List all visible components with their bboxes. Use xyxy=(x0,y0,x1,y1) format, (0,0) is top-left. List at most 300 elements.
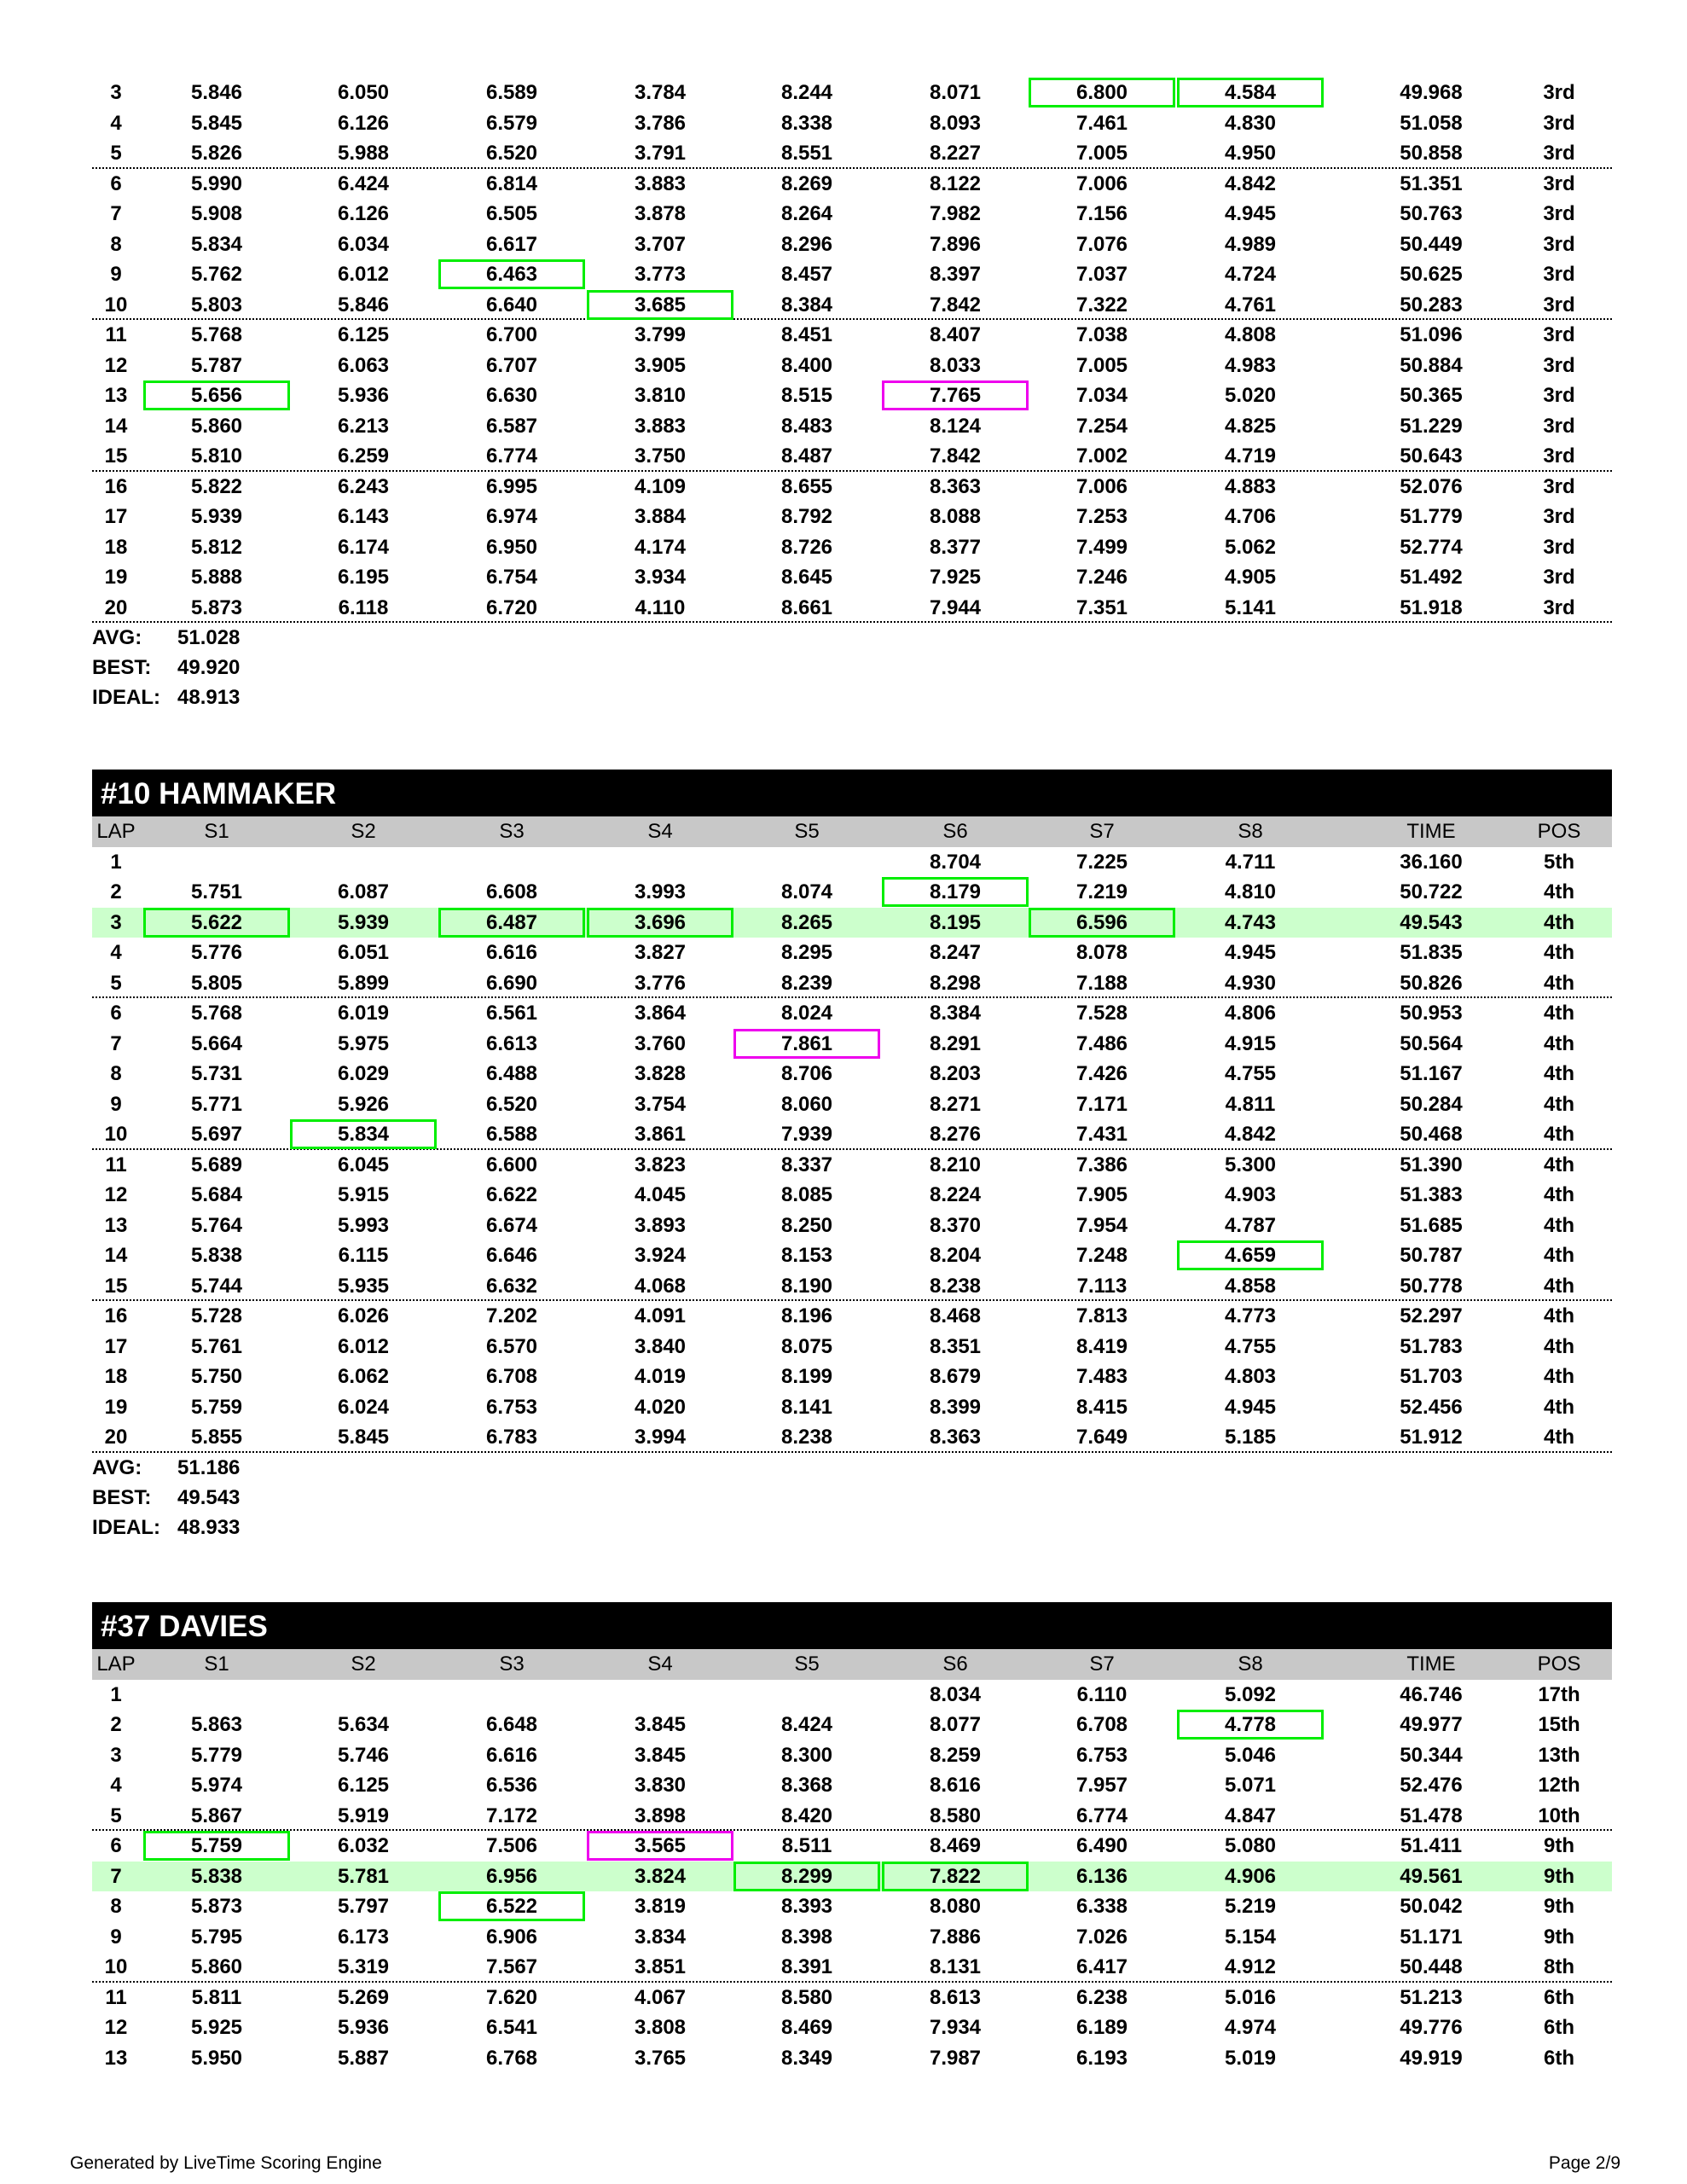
position: 5th xyxy=(1544,850,1574,874)
sector-time: 5.993 xyxy=(337,1213,390,1237)
sector-time: 7.188 xyxy=(1075,971,1128,995)
lap-row xyxy=(92,1392,1612,1423)
sector-time: 5.141 xyxy=(1224,595,1277,619)
sector-time: 3.760 xyxy=(634,1031,687,1055)
sector-time: 7.005 xyxy=(1075,142,1128,165)
lap-number: 5 xyxy=(110,142,122,165)
sector-time: 3.994 xyxy=(634,1426,687,1449)
lap-number: 8 xyxy=(110,232,122,256)
lap-number: 12 xyxy=(104,353,128,377)
stat-label: IDEAL: xyxy=(92,686,160,709)
sector-time: 6.012 xyxy=(337,263,390,286)
sector-time: 6.338 xyxy=(1075,1895,1128,1918)
sector-time: 5.867 xyxy=(190,1804,243,1827)
sector-time: 8.244 xyxy=(780,81,833,104)
lap-row xyxy=(92,847,1612,878)
position: 3rd xyxy=(1543,142,1575,165)
sector-time: 6.195 xyxy=(337,566,390,589)
sector-time: 5.764 xyxy=(190,1213,243,1237)
column-header: TIME xyxy=(1406,1653,1456,1676)
sector-time: 7.934 xyxy=(929,2016,982,2039)
lap-number: 2 xyxy=(110,880,122,903)
position: 4th xyxy=(1544,1304,1574,1327)
lap-row xyxy=(92,1150,1612,1181)
lap-number: 11 xyxy=(105,1985,127,2009)
sector-time: 6.488 xyxy=(485,1062,538,1085)
position: 3rd xyxy=(1543,535,1575,559)
sector-time: 6.029 xyxy=(337,1062,390,1085)
lap-row xyxy=(92,1422,1612,1453)
lap-time: 50.625 xyxy=(1400,263,1463,286)
lap-number: 16 xyxy=(104,1304,128,1327)
sector-time: 7.006 xyxy=(1075,474,1128,498)
sector-time: 8.300 xyxy=(780,1743,833,1767)
sector-time: 8.419 xyxy=(1075,1334,1128,1358)
sector-time: 5.838 xyxy=(190,1864,243,1888)
sector-time: 3.786 xyxy=(634,111,687,135)
sector-time: 3.810 xyxy=(634,384,687,407)
sector-time: 6.690 xyxy=(485,971,538,995)
sector-time: 8.661 xyxy=(780,595,833,619)
lap-time: 50.042 xyxy=(1400,1895,1463,1918)
sector-time: 7.006 xyxy=(1075,171,1128,195)
sector-time: 4.091 xyxy=(634,1304,687,1327)
sector-time: 7.957 xyxy=(1075,1774,1128,1797)
sector-time: 8.407 xyxy=(929,323,982,346)
position: 13th xyxy=(1538,1743,1580,1767)
column-header: S5 xyxy=(794,820,820,843)
lap-time: 51.783 xyxy=(1400,1334,1463,1358)
position: 4th xyxy=(1544,1123,1574,1146)
sector-time: 7.248 xyxy=(1075,1244,1128,1267)
sector-time: 5.761 xyxy=(190,1334,243,1358)
sector-time: 4.755 xyxy=(1224,1062,1277,1085)
sector-time: 6.136 xyxy=(1075,1864,1128,1888)
lap-row xyxy=(92,1059,1612,1089)
sector-time: 3.883 xyxy=(634,171,687,195)
sector-time: 3.808 xyxy=(634,2016,687,2039)
lap-row xyxy=(92,1983,1612,2013)
lap-number: 8 xyxy=(110,1895,122,1918)
sector-time: 6.118 xyxy=(338,595,389,619)
lap-row xyxy=(92,968,1612,999)
position: 4th xyxy=(1544,1334,1574,1358)
lap-time: 49.977 xyxy=(1400,1713,1463,1736)
lap-row xyxy=(92,1180,1612,1211)
sector-time: 8.351 xyxy=(929,1334,982,1358)
lap-number: 6 xyxy=(110,1834,122,1857)
sector-time: 6.243 xyxy=(337,474,390,498)
sector-time: 3.819 xyxy=(634,1895,687,1918)
stat-value: 51.186 xyxy=(177,1455,241,1479)
lap-number: 11 xyxy=(105,323,127,346)
sector-time: 5.888 xyxy=(190,566,243,589)
sector-time: 7.486 xyxy=(1075,1031,1128,1055)
lap-row xyxy=(92,472,1612,502)
sector-time: 7.944 xyxy=(929,595,982,619)
sector-time: 8.468 xyxy=(929,1304,982,1327)
lap-row xyxy=(92,229,1612,260)
sector-time: 5.936 xyxy=(337,384,390,407)
lap-time: 50.722 xyxy=(1400,880,1463,903)
lap-number: 16 xyxy=(104,474,128,498)
sector-time: 5.860 xyxy=(190,414,243,438)
column-header: LAP xyxy=(96,1653,136,1676)
sector-time: 8.420 xyxy=(780,1804,833,1827)
position: 3rd xyxy=(1543,171,1575,195)
sector-time: 5.744 xyxy=(190,1274,243,1298)
sector-time: 6.490 xyxy=(1075,1834,1128,1857)
lap-number: 12 xyxy=(104,2016,128,2039)
sector-time: 6.026 xyxy=(337,1304,390,1327)
sector-time: 6.774 xyxy=(485,444,538,468)
sector-time: 7.172 xyxy=(485,1804,538,1827)
lap-row xyxy=(92,1332,1612,1362)
sector-time: 8.645 xyxy=(780,566,833,589)
lap-time: 46.746 xyxy=(1400,1682,1463,1706)
driver-title: #37 DAVIES xyxy=(92,1602,1612,1649)
position: 4th xyxy=(1544,1213,1574,1237)
sector-time: 5.805 xyxy=(190,971,243,995)
sector-time: 4.830 xyxy=(1224,111,1277,135)
position: 3rd xyxy=(1543,202,1575,225)
sector-time: 3.905 xyxy=(634,353,687,377)
sector-time: 4.825 xyxy=(1224,414,1277,438)
sector-time: 5.795 xyxy=(190,1925,243,1949)
sector-time: 4.858 xyxy=(1224,1274,1277,1298)
sector-time: 7.076 xyxy=(1075,232,1128,256)
position: 9th xyxy=(1544,1834,1574,1857)
sector-time: 8.424 xyxy=(780,1713,833,1736)
lap-time: 50.884 xyxy=(1400,353,1463,377)
sector-time: 6.646 xyxy=(485,1244,538,1267)
lap-number: 3 xyxy=(110,1743,122,1767)
sector-time: 6.045 xyxy=(337,1153,390,1176)
sector-time: 8.077 xyxy=(929,1713,982,1736)
lap-time: 49.776 xyxy=(1400,2016,1463,2039)
position: 3rd xyxy=(1543,111,1575,135)
lap-number: 9 xyxy=(110,1925,122,1949)
sector-time: 7.171 xyxy=(1075,1092,1128,1116)
sector-time: 5.935 xyxy=(337,1274,390,1298)
sector-time: 6.520 xyxy=(485,1092,538,1116)
sector-time: 7.225 xyxy=(1075,850,1128,874)
sector-time: 7.026 xyxy=(1075,1925,1128,1949)
sector-time: 8.060 xyxy=(780,1092,833,1116)
sector-time: 5.926 xyxy=(337,1092,390,1116)
sector-time: 6.050 xyxy=(337,81,390,104)
sector-time: 7.005 xyxy=(1075,353,1128,377)
sector-time: 6.630 xyxy=(485,384,538,407)
sector-time: 6.143 xyxy=(337,505,390,528)
sector-time: 5.219 xyxy=(1224,1895,1277,1918)
sector-time: 3.878 xyxy=(634,202,687,225)
sector-time: 5.988 xyxy=(337,142,390,165)
lap-row xyxy=(92,108,1612,139)
sector-time: 5.731 xyxy=(190,1062,243,1085)
sector-time: 6.648 xyxy=(485,1713,538,1736)
sector-time: 4.803 xyxy=(1224,1365,1277,1388)
sector-time: 6.974 xyxy=(485,505,538,528)
lap-number: 12 xyxy=(104,1183,128,1206)
lap-number: 18 xyxy=(104,535,128,559)
lap-number: 18 xyxy=(104,1365,128,1388)
sector-time: 6.034 xyxy=(337,232,390,256)
sector-time: 8.196 xyxy=(780,1304,833,1327)
sector-time: 4.584 xyxy=(1177,78,1324,107)
sector-time: 8.469 xyxy=(780,2016,833,2039)
lap-time: 50.763 xyxy=(1400,202,1463,225)
sector-time: 6.032 xyxy=(337,1834,390,1857)
sector-time: 7.156 xyxy=(1075,202,1128,225)
sector-time: 6.814 xyxy=(485,171,538,195)
lap-row xyxy=(92,1862,1612,1892)
sector-time: 4.989 xyxy=(1224,232,1277,256)
sector-time: 5.845 xyxy=(190,111,243,135)
lap-number: 20 xyxy=(104,1426,128,1449)
position: 3rd xyxy=(1543,414,1575,438)
lap-row xyxy=(92,380,1612,411)
sector-time: 5.939 xyxy=(190,505,243,528)
position: 3rd xyxy=(1543,444,1575,468)
sector-time: 8.034 xyxy=(929,1682,982,1706)
position: 3rd xyxy=(1543,505,1575,528)
lap-time: 49.543 xyxy=(1400,910,1463,934)
sector-time: 4.755 xyxy=(1224,1334,1277,1358)
sector-time: 4.983 xyxy=(1224,353,1277,377)
section-continued xyxy=(92,78,1612,712)
stat-row xyxy=(92,653,1612,682)
sector-time: 5.887 xyxy=(337,2046,390,2070)
position: 9th xyxy=(1544,1864,1574,1888)
lap-number: 10 xyxy=(104,1123,128,1146)
position: 10th xyxy=(1538,1804,1580,1827)
sector-time: 5.768 xyxy=(190,323,243,346)
lap-row xyxy=(92,1211,1612,1241)
position: 6th xyxy=(1544,2046,1574,2070)
lap-number: 13 xyxy=(104,1213,128,1237)
lap-row xyxy=(92,169,1612,200)
lap-time: 49.968 xyxy=(1400,81,1463,104)
position: 4th xyxy=(1544,1092,1574,1116)
lap-number: 4 xyxy=(110,941,122,964)
stat-row xyxy=(92,682,1612,712)
sector-time: 6.700 xyxy=(485,323,538,346)
sector-time: 3.845 xyxy=(634,1743,687,1767)
sector-time: 8.093 xyxy=(929,111,982,135)
sector-time: 8.088 xyxy=(929,505,982,528)
sector-time: 4.743 xyxy=(1224,910,1277,934)
sector-time: 6.051 xyxy=(337,941,390,964)
sector-time: 8.551 xyxy=(780,142,833,165)
sector-time: 4.019 xyxy=(634,1365,687,1388)
sector-time: 3.934 xyxy=(634,566,687,589)
lap-number: 1 xyxy=(110,1682,122,1706)
lap-row xyxy=(92,199,1612,229)
sector-time: 5.154 xyxy=(1224,1925,1277,1949)
position: 3rd xyxy=(1543,595,1575,619)
sector-time: 5.826 xyxy=(190,142,243,165)
sector-time: 5.925 xyxy=(190,2016,243,2039)
sector-time: 5.781 xyxy=(337,1864,390,1888)
lap-time: 51.685 xyxy=(1400,1213,1463,1237)
stat-row xyxy=(92,1453,1612,1483)
sector-time: 8.259 xyxy=(929,1743,982,1767)
column-header: S3 xyxy=(499,820,525,843)
lap-number: 9 xyxy=(110,263,122,286)
lap-number: 10 xyxy=(104,293,128,317)
position: 6th xyxy=(1544,1985,1574,2009)
lap-time: 50.284 xyxy=(1400,1092,1463,1116)
sector-time: 7.461 xyxy=(1075,111,1128,135)
sector-time: 7.567 xyxy=(485,1955,538,1978)
sector-time: 4.761 xyxy=(1224,293,1277,317)
sector-time: 8.391 xyxy=(780,1955,833,1978)
sector-time: 7.322 xyxy=(1075,293,1128,317)
lap-number: 15 xyxy=(104,1274,128,1298)
stat-row xyxy=(92,623,1612,653)
sector-time: 4.808 xyxy=(1224,323,1277,346)
lap-number: 5 xyxy=(110,971,122,995)
sector-time: 8.511 xyxy=(781,1834,832,1857)
sector-time: 6.754 xyxy=(485,566,538,589)
column-header-row xyxy=(92,816,1612,847)
sector-time: 4.883 xyxy=(1224,474,1277,498)
stat-label: BEST: xyxy=(92,1485,152,1509)
lap-time: 51.058 xyxy=(1400,111,1463,135)
lap-row xyxy=(92,1710,1612,1740)
sector-time: 6.561 xyxy=(485,1002,538,1025)
lap-time: 51.703 xyxy=(1400,1365,1463,1388)
position: 3rd xyxy=(1543,566,1575,589)
sector-time: 3.784 xyxy=(634,81,687,104)
sector-time: 8.071 xyxy=(929,81,982,104)
sector-time: 6.126 xyxy=(337,111,390,135)
sector-time: 7.506 xyxy=(485,1834,538,1857)
sector-time: 4.806 xyxy=(1224,1002,1277,1025)
sector-time: 3.845 xyxy=(634,1713,687,1736)
sector-time: 8.153 xyxy=(780,1244,833,1267)
sector-time: 8.210 xyxy=(929,1153,982,1176)
position: 4th xyxy=(1544,941,1574,964)
lap-number: 6 xyxy=(110,171,122,195)
lap-time: 51.167 xyxy=(1400,1062,1463,1085)
sector-time: 5.762 xyxy=(190,263,243,286)
sector-time: 4.915 xyxy=(1224,1031,1277,1055)
sector-time: 4.905 xyxy=(1224,566,1277,589)
stat-value: 48.933 xyxy=(177,1515,241,1539)
lap-time: 50.449 xyxy=(1400,232,1463,256)
sector-time: 5.811 xyxy=(191,1985,242,2009)
lap-row xyxy=(92,1029,1612,1060)
sector-time: 3.823 xyxy=(634,1153,687,1176)
sector-time: 5.046 xyxy=(1224,1743,1277,1767)
sector-time: 5.746 xyxy=(337,1743,390,1767)
sector-time: 5.622 xyxy=(143,908,290,938)
sector-time: 6.608 xyxy=(485,880,538,903)
sector-time: 8.298 xyxy=(929,971,982,995)
sector-time: 5.915 xyxy=(337,1183,390,1206)
stat-value: 49.543 xyxy=(177,1485,241,1509)
position: 3rd xyxy=(1543,232,1575,256)
footer-generator: Generated by LiveTime Scoring Engine xyxy=(70,2153,382,2173)
position: 15th xyxy=(1538,1713,1580,1736)
sector-time: 8.399 xyxy=(929,1395,982,1419)
sector-time: 4.778 xyxy=(1177,1710,1324,1740)
sector-time: 8.122 xyxy=(929,171,982,195)
lap-time: 51.478 xyxy=(1400,1804,1463,1827)
sector-time: 5.697 xyxy=(190,1123,243,1146)
sector-time: 7.499 xyxy=(1075,535,1128,559)
position: 4th xyxy=(1544,1153,1574,1176)
sector-time: 6.995 xyxy=(485,474,538,498)
sector-time: 4.847 xyxy=(1224,1804,1277,1827)
sector-time: 3.883 xyxy=(634,414,687,438)
sector-time: 8.080 xyxy=(929,1895,982,1918)
sector-time: 7.905 xyxy=(1075,1183,1128,1206)
lap-time: 51.213 xyxy=(1400,1985,1463,2009)
column-header: LAP xyxy=(96,820,136,843)
sector-time: 3.776 xyxy=(634,971,687,995)
sector-time: 8.679 xyxy=(929,1365,982,1388)
sector-time: 8.613 xyxy=(929,1985,982,2009)
lap-time: 50.448 xyxy=(1400,1955,1463,1978)
sector-time: 6.019 xyxy=(337,1002,390,1025)
lap-time: 51.096 xyxy=(1400,323,1463,346)
sector-time: 7.386 xyxy=(1075,1153,1128,1176)
stat-value: 48.913 xyxy=(177,686,241,709)
sector-time: 7.528 xyxy=(1075,1002,1128,1025)
sector-time: 8.033 xyxy=(929,353,982,377)
sector-time: 8.238 xyxy=(929,1274,982,1298)
sector-time: 5.975 xyxy=(337,1031,390,1055)
sector-time: 7.202 xyxy=(485,1304,538,1327)
sector-time: 4.912 xyxy=(1224,1955,1277,1978)
sector-time: 3.861 xyxy=(634,1123,687,1146)
sector-time: 8.271 xyxy=(929,1092,982,1116)
sector-time: 6.588 xyxy=(485,1123,538,1146)
lap-number: 19 xyxy=(104,1395,128,1419)
lap-number: 4 xyxy=(110,111,122,135)
sector-time: 8.487 xyxy=(780,444,833,468)
sector-time: 5.845 xyxy=(337,1426,390,1449)
sector-time: 3.799 xyxy=(634,323,687,346)
sector-time: 7.351 xyxy=(1075,595,1128,619)
lap-row xyxy=(92,290,1612,321)
lap-row xyxy=(92,1922,1612,1953)
sector-time: 4.945 xyxy=(1224,202,1277,225)
sector-time: 5.803 xyxy=(190,293,243,317)
sector-time: 7.002 xyxy=(1075,444,1128,468)
sector-time: 8.199 xyxy=(780,1365,833,1388)
sector-time: 5.750 xyxy=(190,1365,243,1388)
lap-row xyxy=(92,411,1612,442)
lap-row xyxy=(92,1271,1612,1302)
stat-label: BEST: xyxy=(92,656,152,679)
sector-time: 8.377 xyxy=(929,535,982,559)
sector-time: 4.109 xyxy=(634,474,687,498)
sector-time: 6.589 xyxy=(485,81,538,104)
sector-time: 7.842 xyxy=(929,444,982,468)
sector-time: 5.810 xyxy=(190,444,243,468)
sector-time: 7.649 xyxy=(1075,1426,1128,1449)
sector-time: 8.457 xyxy=(780,263,833,286)
sector-time: 8.085 xyxy=(780,1183,833,1206)
sector-time: 6.616 xyxy=(485,941,538,964)
sector-time: 7.765 xyxy=(882,380,1029,410)
sector-time: 4.974 xyxy=(1224,2016,1277,2039)
sector-time: 6.906 xyxy=(485,1925,538,1949)
